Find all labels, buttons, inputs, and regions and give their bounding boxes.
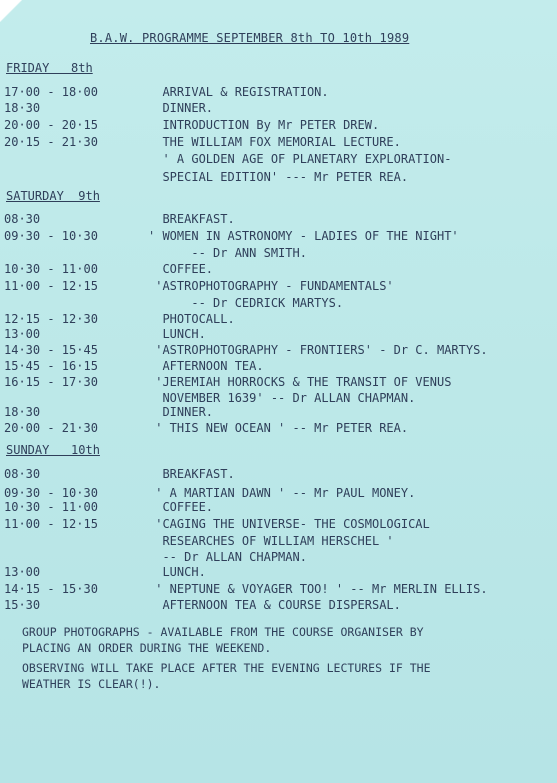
schedule-description: 'ASTROPHOTOGRAPHY - FRONTIERS' - Dr C. MARTYS.	[148, 343, 488, 357]
schedule-time: 08·30	[4, 467, 41, 481]
schedule-time: 20·00 - 21·30	[4, 421, 98, 435]
schedule-description: ' A MARTIAN DAWN ' -- Mr PAUL MONEY.	[148, 486, 416, 500]
schedule-description: NOVEMBER 1639' -- Dr ALLAN CHAPMAN.	[148, 391, 416, 405]
schedule-description: DINNER.	[148, 101, 214, 115]
schedule-description: BREAKFAST.	[148, 467, 235, 481]
note-line: WEATHER IS CLEAR(!).	[22, 677, 161, 691]
schedule-description: BREAKFAST.	[148, 212, 235, 226]
note-line: OBSERVING WILL TAKE PLACE AFTER THE EVENING LECTURES IF THE	[22, 661, 431, 675]
schedule-time: 18·30	[4, 101, 41, 115]
schedule-description: COFFEE.	[148, 500, 214, 514]
day-heading-sunday: SUNDAY 10th	[6, 443, 100, 457]
schedule-description: PHOTOCALL.	[148, 312, 235, 326]
schedule-time: 16·15 - 17·30	[4, 375, 98, 389]
page-title: B.A.W. PROGRAMME SEPTEMBER 8th TO 10th 1989	[90, 31, 410, 45]
schedule-time: 09·30 - 10·30	[4, 229, 98, 243]
schedule-description: ' THIS NEW OCEAN ' -- Mr PETER REA.	[148, 421, 409, 435]
schedule-time: 12·15 - 12·30	[4, 312, 98, 326]
schedule-time: 14·15 - 15·30	[4, 582, 98, 596]
schedule-description: 'ASTROPHOTOGRAPHY - FUNDAMENTALS'	[148, 279, 394, 293]
schedule-description: COFFEE.	[148, 262, 214, 276]
schedule-description: ' A GOLDEN AGE OF PLANETARY EXPLORATION-	[148, 152, 452, 166]
schedule-time: 15·30	[4, 598, 41, 612]
schedule-time: 17·00 - 18·00	[4, 85, 98, 99]
folded-corner	[0, 0, 22, 22]
schedule-description: 'CAGING THE UNIVERSE- THE COSMOLOGICAL	[148, 517, 430, 531]
schedule-time: 15·45 - 16·15	[4, 359, 98, 373]
schedule-description: -- Dr ALLAN CHAPMAN.	[148, 550, 307, 564]
note-line: PLACING AN ORDER DURING THE WEEKEND.	[22, 641, 272, 655]
schedule-time: 13·00	[4, 565, 41, 579]
schedule-description: LUNCH.	[148, 327, 206, 341]
schedule-description: -- Dr ANN SMITH.	[148, 246, 307, 260]
schedule-description: AFTERNOON TEA & COURSE DISPERSAL.	[148, 598, 401, 612]
schedule-time: 14·30 - 15·45	[4, 343, 98, 357]
schedule-description: INTRODUCTION By Mr PETER DREW.	[148, 118, 380, 132]
day-heading-saturday: SATURDAY 9th	[6, 189, 100, 203]
schedule-description: ' NEPTUNE & VOYAGER TOO! ' -- Mr MERLIN ELLIS.	[148, 582, 488, 596]
note-line: GROUP PHOTOGRAPHS - AVAILABLE FROM THE COURSE ORGANISER BY	[22, 625, 424, 639]
schedule-time: 10·30 - 11·00	[4, 500, 98, 514]
schedule-description: LUNCH.	[148, 565, 206, 579]
schedule-time: 11·00 - 12·15	[4, 517, 98, 531]
schedule-time: 18·30	[4, 405, 41, 419]
day-heading-friday: FRIDAY 8th	[6, 61, 93, 75]
schedule-description: ' WOMEN IN ASTRONOMY - LADIES OF THE NIGHT'	[148, 229, 459, 243]
schedule-time: 09·30 - 10·30	[4, 486, 98, 500]
schedule-description: ARRIVAL & REGISTRATION.	[148, 85, 329, 99]
schedule-description: THE WILLIAM FOX MEMORIAL LECTURE.	[148, 135, 401, 149]
schedule-description: 'JEREMIAH HORROCKS & THE TRANSIT OF VENUS	[148, 375, 452, 389]
schedule-description: SPECIAL EDITION' --- Mr PETER REA.	[148, 170, 409, 184]
schedule-description: AFTERNOON TEA.	[148, 359, 264, 373]
schedule-time: 20·00 - 20·15	[4, 118, 98, 132]
schedule-time: 20·15 - 21·30	[4, 135, 98, 149]
schedule-description: DINNER.	[148, 405, 214, 419]
schedule-time: 10·30 - 11·00	[4, 262, 98, 276]
schedule-time: 08·30	[4, 212, 41, 226]
schedule-description: -- Dr CEDRICK MARTYS.	[148, 296, 344, 310]
schedule-time: 11·00 - 12·15	[4, 279, 98, 293]
schedule-time: 13·00	[4, 327, 41, 341]
schedule-description: RESEARCHES OF WILLIAM HERSCHEL '	[148, 534, 394, 548]
